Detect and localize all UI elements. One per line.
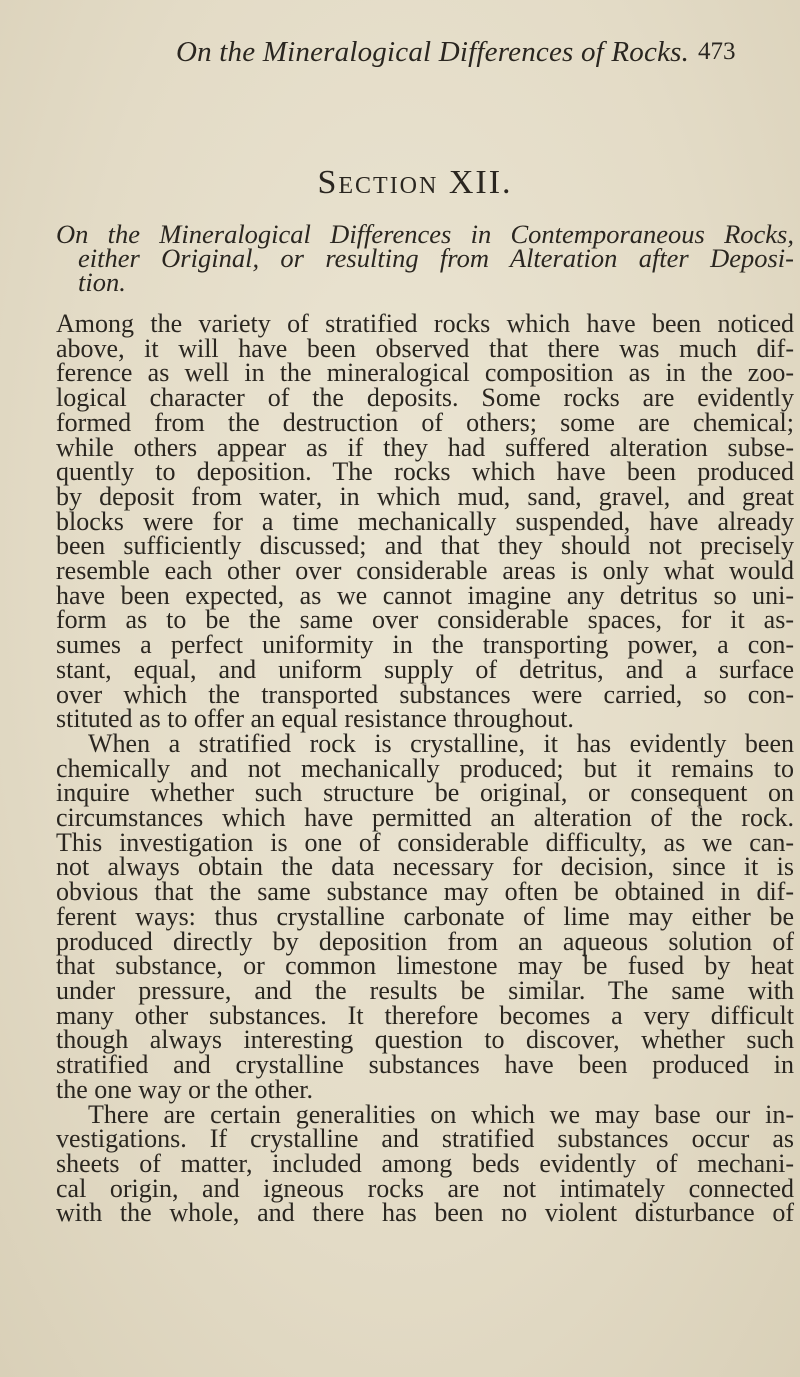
paragraph-line: quently to deposition. The rocks which have been produced: [56, 457, 794, 487]
paragraph-line: been sufficiently discussed; and that they should not precisely: [56, 531, 794, 561]
paragraph-line: When a stratified rock is crystalline, it has evidently been: [88, 728, 794, 758]
paragraph-line: This investigation is one of considerable difficulty, as we can-: [56, 827, 794, 857]
paragraph-line: blocks were for a time mechanically suspended, have already: [56, 506, 794, 536]
subtitle-line: tion.: [78, 267, 126, 297]
body-text: [56, 309, 794, 1228]
paragraph-line: above, it will have been observed that there was much dif-: [56, 333, 794, 363]
paragraph-line: stant, equal, and uniform supply of detritus, and a surface: [56, 654, 794, 684]
section-title: Section XII.: [317, 164, 513, 201]
paragraph-line: stratified and crystalline substances have been produced in: [56, 1050, 794, 1080]
paragraph-line: circumstances which have permitted an alteration of the rock.: [56, 803, 794, 833]
paragraph-line: resemble each other over considerable areas is only what would: [56, 556, 794, 586]
paragraph-line: sumes a perfect uniformity in the transporting power, a con-: [56, 630, 794, 660]
paragraph-line: though always interesting question to discover, whether such: [56, 1025, 794, 1055]
paragraph-line: over which the transported substances were carried, so con-: [56, 679, 794, 709]
paragraph-line: Among the variety of stratified rocks which have been noticed: [56, 309, 794, 338]
paragraph-line: cal origin, and igneous rocks are not intimately connected: [56, 1173, 794, 1203]
paragraph-line: while others appear as if they had suffered alteration subse-: [56, 432, 794, 462]
paragraph-line: There are certain generalities on which we may base our in-: [88, 1099, 794, 1129]
paragraph-line: have been expected, as we cannot imagine any detritus so uni-: [56, 580, 794, 610]
running-header: On the Mineralogical Differences of Rocks.: [176, 36, 690, 68]
paragraph-line: produced directly by deposition from an aqueous solution of: [56, 926, 794, 956]
paragraph-line: inquire whether such structure be original, or consequent on: [56, 778, 794, 808]
page-number: 473: [698, 38, 736, 65]
paragraph-line: chemically and not mechanically produced; but it remains to: [56, 753, 794, 783]
paragraph-line: obvious that the same substance may often be obtained in dif-: [56, 877, 794, 907]
paragraph-line: under pressure, and the results be similar. The same with: [56, 975, 794, 1005]
paragraph-line: ferent ways: thus crystalline carbonate of lime may either be: [56, 901, 794, 931]
section-subtitle: [56, 219, 794, 297]
paragraph-line: many other substances. It therefore becomes a very difficult: [56, 1000, 794, 1030]
paragraph-line: vestigations. If crystalline and stratified substances occur as: [56, 1124, 794, 1154]
paragraph-line: formed from the destruction of others; some are chemical;: [56, 407, 794, 437]
paragraph-line: form as to be the same over considerable spaces, for it as-: [56, 605, 794, 635]
subtitle-line: On the Mineralogical Differences in Contemporaneous Rocks,: [56, 219, 794, 249]
paragraph-line: ference as well in the mineralogical composition as in the zoo-: [56, 358, 794, 388]
paragraph-line: not always obtain the data necessary for decision, since it is: [56, 852, 794, 882]
paragraph-line: the one way or the other.: [56, 1074, 314, 1104]
paragraph-line: by deposit from water, in which mud, sand, gravel, and great: [56, 481, 794, 511]
subtitle-line: either Original, or resulting from Alteration after Deposi-: [78, 243, 794, 273]
paragraph-line: with the whole, and there has been no violent disturbance of: [56, 1198, 794, 1228]
paragraph-line: sheets of matter, included among beds evidently of mechani-: [56, 1148, 794, 1178]
paragraph-line: stituted as to offer an equal resistance throughout.: [56, 704, 574, 734]
paragraph-line: that substance, or common limestone may be fused by heat: [56, 951, 794, 981]
paragraph-line: logical character of the deposits. Some rocks are evidently: [56, 383, 794, 413]
